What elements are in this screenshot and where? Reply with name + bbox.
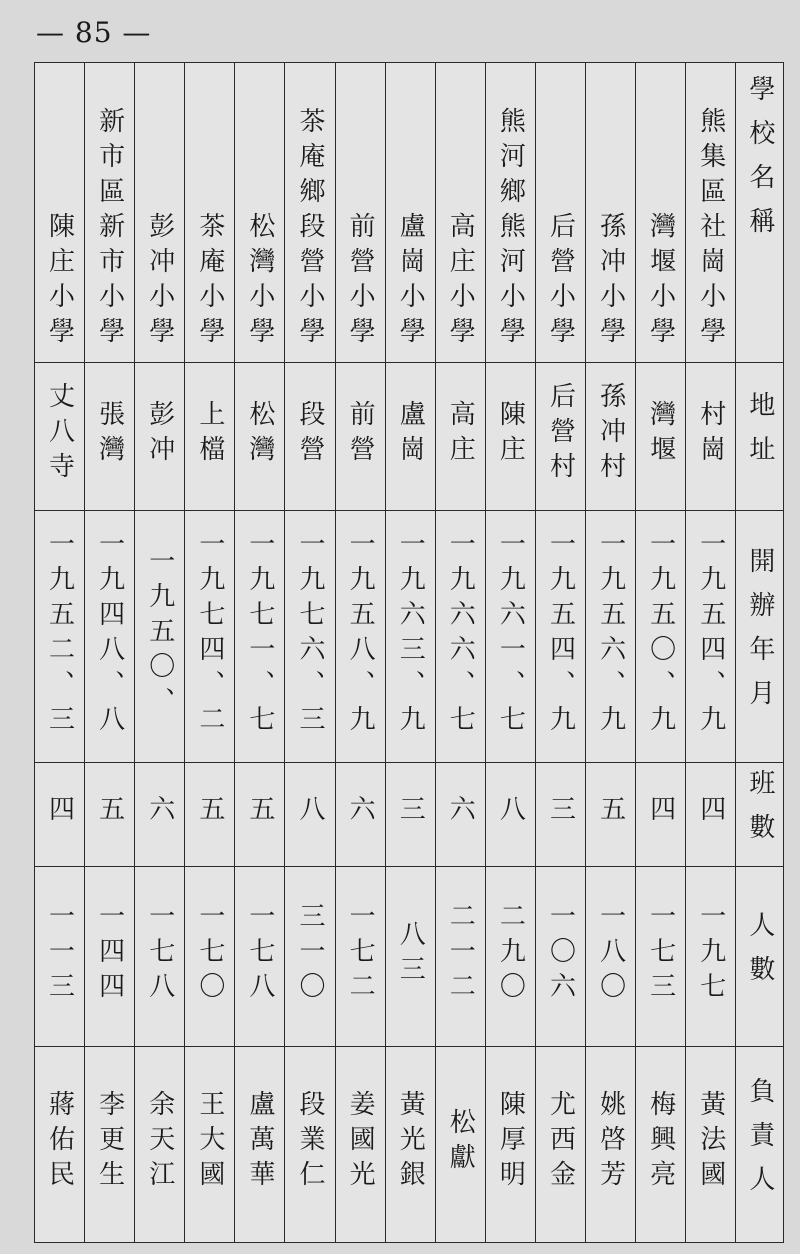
school-name: 灣堰小學 xyxy=(645,212,676,352)
cell-address xyxy=(586,363,636,511)
cell-founded xyxy=(485,511,535,763)
cell-address xyxy=(535,363,585,511)
cell-classes xyxy=(35,763,85,867)
cell-name xyxy=(85,63,135,363)
value-classes: 八 xyxy=(295,795,326,830)
cell-students xyxy=(285,867,335,1047)
school-name: 彭冲小學 xyxy=(144,212,175,352)
header-label-name: 學校名稱 xyxy=(744,75,775,251)
school-table-sheet xyxy=(34,62,784,1242)
school-name: 社崗小學 xyxy=(695,212,726,352)
cell-name xyxy=(285,63,335,363)
value-students: 一七二 xyxy=(345,902,376,1007)
value-address: 灣堰 xyxy=(645,399,676,470)
value-students: 二一二 xyxy=(445,902,476,1007)
cell-address xyxy=(285,363,335,511)
value-address: 盧崗 xyxy=(395,399,426,470)
value-founded: 一九六一、七 xyxy=(495,529,526,740)
cell-students xyxy=(586,867,636,1047)
value-address: 段營 xyxy=(295,399,326,470)
school-name-group xyxy=(586,63,635,352)
school-name-column xyxy=(95,107,125,352)
cell-address xyxy=(185,363,235,511)
cell-address xyxy=(35,363,85,511)
school-name: 段營小學 xyxy=(295,212,326,352)
school-name: 茶庵小學 xyxy=(194,212,225,352)
table-row-founded xyxy=(35,511,784,763)
value-principal: 松獻 xyxy=(445,1107,476,1178)
cell-name xyxy=(135,63,185,363)
school-name-group xyxy=(486,63,535,352)
district-prefix: 茶庵鄉 xyxy=(295,107,326,212)
table-row-students xyxy=(35,867,784,1047)
value-founded: 一九六三、九 xyxy=(395,529,426,740)
value-students: 一〇六 xyxy=(545,902,576,1007)
cell-name xyxy=(385,63,435,363)
cell-principal xyxy=(385,1047,435,1243)
table-row-classes xyxy=(35,763,784,867)
value-address: 高庄 xyxy=(445,399,476,470)
header-cell-classes xyxy=(736,763,784,867)
value-founded: 一九五六、九 xyxy=(595,529,626,740)
header-cell-address xyxy=(736,363,784,511)
value-address: 陳庄 xyxy=(495,399,526,470)
cell-principal xyxy=(185,1047,235,1243)
value-classes: 五 xyxy=(94,795,125,830)
header-label-classes: 班數 xyxy=(744,768,775,857)
cell-principal xyxy=(35,1047,85,1243)
school-name: 高庄小學 xyxy=(445,212,476,352)
school-name-group xyxy=(336,63,385,352)
cell-name xyxy=(435,63,485,363)
school-name-column xyxy=(495,107,525,352)
value-address: 村崗 xyxy=(695,399,726,470)
cell-principal xyxy=(135,1047,185,1243)
cell-address xyxy=(85,363,135,511)
value-principal: 王大國 xyxy=(194,1090,225,1195)
value-principal: 姚啓芳 xyxy=(595,1090,626,1195)
cell-founded xyxy=(235,511,285,763)
value-address: 松灣 xyxy=(244,399,275,470)
cell-classes xyxy=(285,763,335,867)
value-address: 孫冲村 xyxy=(595,382,626,487)
table-row-name xyxy=(35,63,784,363)
school-name-group xyxy=(686,63,735,352)
value-classes: 六 xyxy=(144,795,175,830)
header-label-address: 地址 xyxy=(744,390,775,479)
cell-founded xyxy=(35,511,85,763)
cell-address xyxy=(135,363,185,511)
cell-classes xyxy=(636,763,686,867)
value-students: 三一〇 xyxy=(295,902,326,1007)
cell-classes xyxy=(85,763,135,867)
school-name: 前營小學 xyxy=(345,212,376,352)
cell-address xyxy=(636,363,686,511)
cell-founded xyxy=(586,511,636,763)
table-row-address xyxy=(35,363,784,511)
value-students: 一四四 xyxy=(94,902,125,1007)
header-label-principal: 負責人 xyxy=(744,1076,775,1209)
school-name-column xyxy=(696,107,726,352)
value-students: 一一三 xyxy=(44,902,75,1007)
value-students: 一七三 xyxy=(645,902,676,1007)
cell-principal xyxy=(235,1047,285,1243)
school-name-group xyxy=(536,63,585,352)
cell-address xyxy=(385,363,435,511)
cell-name xyxy=(636,63,686,363)
cell-name xyxy=(185,63,235,363)
value-founded: 一九七六、三 xyxy=(295,529,326,740)
cell-classes xyxy=(686,763,736,867)
cell-classes xyxy=(435,763,485,867)
school-name: 新市小學 xyxy=(94,212,125,352)
cell-students xyxy=(485,867,535,1047)
header-cell-principal xyxy=(736,1047,784,1243)
header-cell-students xyxy=(736,867,784,1047)
cell-principal xyxy=(335,1047,385,1243)
school-name-group xyxy=(85,63,134,352)
value-principal: 尤西金 xyxy=(545,1090,576,1195)
cell-founded xyxy=(335,511,385,763)
cell-address xyxy=(485,363,535,511)
cell-principal xyxy=(285,1047,335,1243)
header-cell-founded xyxy=(736,511,784,763)
cell-students xyxy=(135,867,185,1047)
district-prefix: 熊集區 xyxy=(695,107,726,212)
value-founded: 一九五八、九 xyxy=(345,529,376,740)
cell-students xyxy=(686,867,736,1047)
cell-classes xyxy=(385,763,435,867)
value-principal: 梅興亮 xyxy=(645,1090,676,1195)
school-name-group xyxy=(185,63,234,352)
value-classes: 六 xyxy=(345,795,376,830)
cell-name xyxy=(535,63,585,363)
cell-principal xyxy=(636,1047,686,1243)
value-founded: 一九六六、七 xyxy=(445,529,476,740)
value-founded: 一九五〇、 xyxy=(144,547,175,722)
value-classes: 六 xyxy=(445,795,476,830)
cell-classes xyxy=(135,763,185,867)
school-name-group xyxy=(386,63,435,352)
cell-students xyxy=(636,867,686,1047)
cell-students xyxy=(185,867,235,1047)
school-name: 陳庄小學 xyxy=(44,212,75,352)
school-name: 后營小學 xyxy=(545,212,576,352)
school-name-group xyxy=(636,63,685,352)
value-principal: 姜國光 xyxy=(345,1090,376,1195)
school-name-group xyxy=(285,63,334,352)
value-founded: 一九七一、七 xyxy=(244,529,275,740)
value-address: 彭冲 xyxy=(144,399,175,470)
school-name: 盧崗小學 xyxy=(395,212,426,352)
value-address: 前營 xyxy=(345,399,376,470)
cell-students xyxy=(335,867,385,1047)
school-name-group xyxy=(135,63,184,352)
value-students: 八三 xyxy=(395,919,426,990)
cell-founded xyxy=(686,511,736,763)
cell-classes xyxy=(185,763,235,867)
cell-name xyxy=(235,63,285,363)
cell-classes xyxy=(335,763,385,867)
value-students: 一七八 xyxy=(244,902,275,1007)
value-classes: 三 xyxy=(545,795,576,830)
cell-students xyxy=(435,867,485,1047)
value-classes: 八 xyxy=(495,795,526,830)
district-prefix: 新市區 xyxy=(94,107,125,212)
school-name: 熊河小學 xyxy=(495,212,526,352)
header-cell-name xyxy=(736,63,784,363)
cell-name xyxy=(586,63,636,363)
value-classes: 四 xyxy=(645,795,676,830)
cell-students xyxy=(535,867,585,1047)
value-principal: 李更生 xyxy=(94,1090,125,1195)
value-principal: 蔣佑民 xyxy=(44,1090,75,1195)
cell-founded xyxy=(535,511,585,763)
value-students: 一八〇 xyxy=(595,902,626,1007)
cell-students xyxy=(235,867,285,1047)
cell-students xyxy=(35,867,85,1047)
cell-name xyxy=(686,63,736,363)
value-students: 一九七 xyxy=(695,902,726,1007)
cell-address xyxy=(686,363,736,511)
value-students: 一七〇 xyxy=(194,902,225,1007)
value-address: 丈八寺 xyxy=(44,382,75,487)
value-principal: 黃法國 xyxy=(695,1090,726,1195)
district-prefix: 熊河鄉 xyxy=(495,107,526,212)
value-founded: 一九五〇、九 xyxy=(645,529,676,740)
value-classes: 五 xyxy=(194,795,225,830)
school-name-group xyxy=(436,63,485,352)
school-name-group xyxy=(35,63,84,352)
cell-principal xyxy=(435,1047,485,1243)
cell-founded xyxy=(135,511,185,763)
value-classes: 五 xyxy=(595,795,626,830)
value-students: 一七八 xyxy=(144,902,175,1007)
school-table xyxy=(34,62,784,1243)
school-name-group xyxy=(235,63,284,352)
header-label-founded: 開辦年月 xyxy=(744,546,775,723)
value-classes: 三 xyxy=(395,795,426,830)
value-classes: 四 xyxy=(44,795,75,830)
cell-address xyxy=(235,363,285,511)
value-address: 后營村 xyxy=(545,382,576,487)
cell-address xyxy=(335,363,385,511)
cell-principal xyxy=(85,1047,135,1243)
value-founded: 一九七四、二 xyxy=(194,529,225,740)
cell-founded xyxy=(435,511,485,763)
cell-principal xyxy=(535,1047,585,1243)
cell-students xyxy=(385,867,435,1047)
cell-students xyxy=(85,867,135,1047)
cell-name xyxy=(335,63,385,363)
value-principal: 黃光銀 xyxy=(395,1090,426,1195)
table-row-principal xyxy=(35,1047,784,1243)
value-founded: 一九四八、八 xyxy=(94,529,125,740)
school-name: 松灣小學 xyxy=(244,212,275,352)
cell-classes xyxy=(485,763,535,867)
value-principal: 陳厚明 xyxy=(495,1090,526,1195)
cell-principal xyxy=(485,1047,535,1243)
value-classes: 四 xyxy=(695,795,726,830)
cell-name xyxy=(485,63,535,363)
value-founded: 一九五四、九 xyxy=(545,529,576,740)
value-address: 上檔 xyxy=(194,399,225,470)
page-number: — 85 — xyxy=(36,16,152,49)
cell-classes xyxy=(235,763,285,867)
school-name-column xyxy=(295,107,325,352)
cell-address xyxy=(435,363,485,511)
cell-founded xyxy=(285,511,335,763)
value-classes: 五 xyxy=(244,795,275,830)
cell-founded xyxy=(185,511,235,763)
cell-principal xyxy=(586,1047,636,1243)
value-founded: 一九五四、九 xyxy=(695,529,726,740)
value-principal: 盧萬華 xyxy=(244,1090,275,1195)
value-principal: 段業仁 xyxy=(295,1090,326,1195)
school-name: 孫冲小學 xyxy=(595,212,626,352)
header-label-students: 人數 xyxy=(744,910,775,999)
cell-classes xyxy=(586,763,636,867)
value-founded: 一九五二、三 xyxy=(44,529,75,740)
cell-founded xyxy=(636,511,686,763)
value-principal: 余天江 xyxy=(144,1090,175,1195)
cell-principal xyxy=(686,1047,736,1243)
cell-founded xyxy=(85,511,135,763)
value-students: 二九〇 xyxy=(495,902,526,1007)
cell-classes xyxy=(535,763,585,867)
cell-founded xyxy=(385,511,435,763)
cell-name xyxy=(35,63,85,363)
value-address: 張灣 xyxy=(94,399,125,470)
